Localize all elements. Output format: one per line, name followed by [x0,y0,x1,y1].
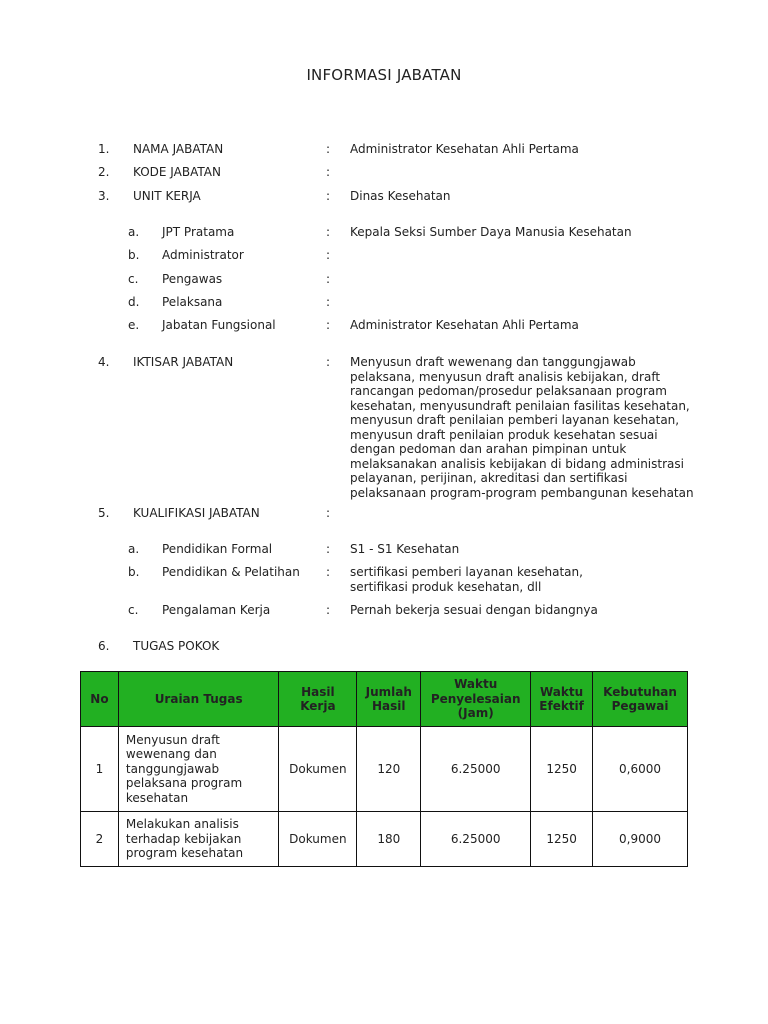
field-number: 5. [98,506,110,520]
cell-waktu-penyelesaian: 6.25000 [421,812,531,867]
field-number: 3. [98,189,110,203]
column-header-uraian-tugas: Uraian Tugas [118,672,279,727]
field-value: Administrator Kesehatan Ahli Pertama [350,142,579,156]
sub-field-colon: : [326,565,331,579]
field-colon: : [326,165,331,179]
sub-field-value: S1 - S1 Kesehatan [350,542,460,556]
sub-field-letter: b. [128,565,140,579]
sub-field-value: sertifikasi pemberi layanan kesehatan, sertifikasi produk kesehatan, dll [350,565,583,594]
field-colon: : [326,355,331,369]
sub-field-label: Pengawas [162,272,223,286]
sub-field-colon: : [326,295,331,309]
column-header-hasil-kerja: Hasil Kerja [279,672,357,727]
field-number: 1. [98,142,110,156]
sub-field-letter: a. [128,225,140,239]
cell-jumlah-hasil: 180 [357,812,421,867]
cell-hasil-kerja: Dokumen [279,812,357,867]
table-row [81,812,688,867]
field-value: Dinas Kesehatan [350,189,451,203]
sub-field-label: JPT Pratama [162,225,235,239]
cell-uraian-tugas: Melakukan analisis terhadap kebijakan program kesehatan [118,812,279,867]
cell-waktu-efektif: 1250 [531,727,593,812]
sub-field-colon: : [326,272,331,286]
field-label: UNIT KERJA [133,189,201,203]
sub-field-label: Pelaksana [162,295,223,309]
page-title: INFORMASI JABATAN [306,66,462,84]
cell-waktu-efektif: 1250 [531,812,593,867]
sub-field-letter: d. [128,295,140,309]
sub-field-colon: : [326,603,331,617]
column-header-waktu-efektif: Waktu Efektif [531,672,593,727]
sub-field-letter: c. [128,272,139,286]
cell-uraian-tugas: Menyusun draft wewenang dan tanggungjawab pelaksana program kesehatan [118,727,279,812]
sub-field-label: Administrator [162,248,244,262]
sub-field-colon: : [326,225,331,239]
sub-field-letter: a. [128,542,140,556]
cell-waktu-penyelesaian: 6.25000 [421,727,531,812]
field-label: KODE JABATAN [133,165,221,179]
column-header-kebutuhan-pegawai: Kebutuhan Pegawai [593,672,688,727]
sub-field-label: Jabatan Fungsional [162,318,276,332]
field-number: 4. [98,355,110,369]
sub-field-letter: e. [128,318,140,332]
table-row [81,727,688,812]
sub-field-colon: : [326,542,331,556]
cell-kebutuhan-pegawai: 0,9000 [593,812,688,867]
field-number: 6. [98,639,110,653]
field-label: NAMA JABATAN [133,142,224,156]
cell-hasil-kerja: Dokumen [279,727,357,812]
sub-field-label: Pendidikan & Pelatihan [162,565,300,579]
table-header-row [81,672,688,727]
column-header-no: No [81,672,119,727]
sub-field-value: Pernah bekerja sesuai dengan bidangnya [350,603,598,617]
field-value: Menyusun draft wewenang dan tanggungjawab pelaksana, menyusun draft analisis kebijakan, draft rancangan pedoman/prosedur pelaksanaan program kesehatan, menyusundraft penilaian fasilitas kesehatan, menyusun draft penilaian pemberi layanan kesehatan, menyusun draft penilaian produk kesehatan sesuai dengan pedoman dan arahan pimpinan untuk melaksanakan analisis kebijakan di bidang administrasi pelayanan, perijinan, akreditasi dan sertifikasi pelaksanaan program-program pembangunan kesehatan [350,355,694,500]
field-number: 2. [98,165,110,179]
field-colon: : [326,142,331,156]
sub-field-colon: : [326,248,331,262]
sub-field-value: Kepala Seksi Sumber Daya Manusia Kesehatan [350,225,632,239]
sub-field-letter: b. [128,248,140,262]
field-colon: : [326,189,331,203]
tugas-pokok-table [80,671,688,867]
field-label: IKTISAR JABATAN [133,355,234,369]
cell-kebutuhan-pegawai: 0,6000 [593,727,688,812]
sub-field-letter: c. [128,603,139,617]
field-colon: : [326,506,331,520]
field-label: TUGAS POKOK [133,639,220,653]
column-header-waktu-penyelesaian: Waktu Penyelesaian (Jam) [421,672,531,727]
cell-no: 1 [81,727,119,812]
column-header-jumlah-hasil: Jumlah Hasil [357,672,421,727]
sub-field-colon: : [326,318,331,332]
cell-no: 2 [81,812,119,867]
sub-field-label: Pendidikan Formal [162,542,273,556]
sub-field-label: Pengalaman Kerja [162,603,271,617]
cell-jumlah-hasil: 120 [357,727,421,812]
field-label: KUALIFIKASI JABATAN [133,506,260,520]
sub-field-value: Administrator Kesehatan Ahli Pertama [350,318,579,332]
